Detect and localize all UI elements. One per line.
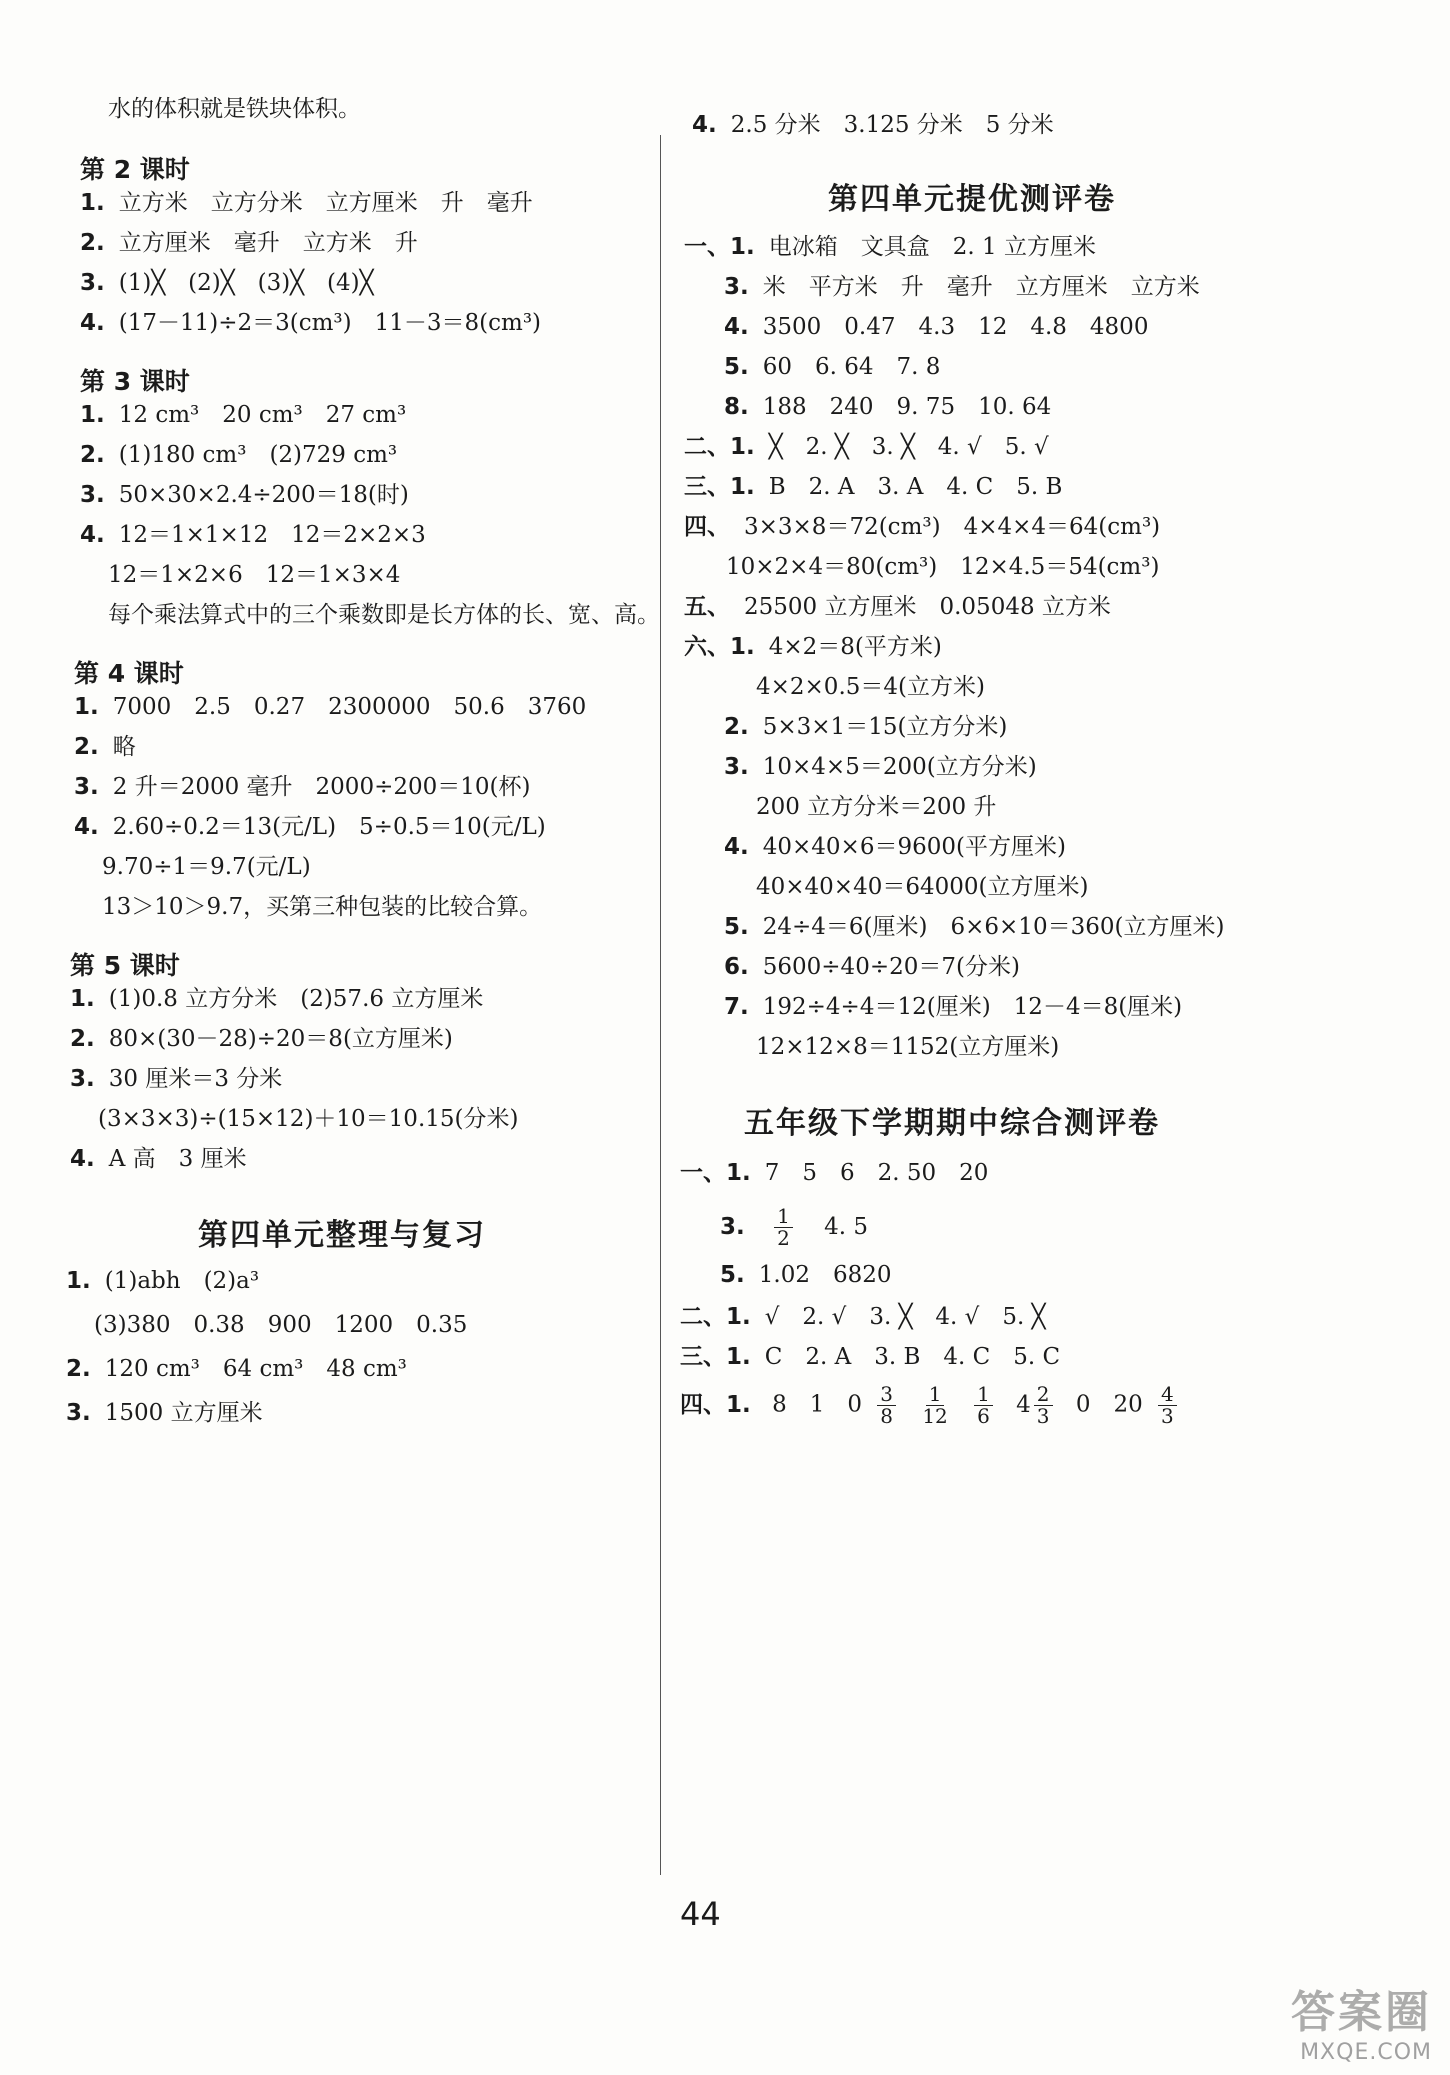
answer-line: 4. 12＝1×1×12 12＝2×2×3 [80,522,426,548]
section-heading-lesson-4: 第 4 课时 [74,659,184,688]
answer-line: 40×40×40＝64000(立方厘米) [756,874,1089,900]
fraction: $\frac{3}{8}$ [877,1384,896,1427]
answer-line: 13＞10＞9.7，买第三种包装的比较合算。 [102,894,543,920]
answer-line: (3×3×3)÷(15×12)＋10＝10.15(分米) [98,1106,519,1132]
fraction: $\frac{1}{2}$ [774,1206,793,1249]
answer-line: 2. 80×(30－28)÷20＝8(立方厘米) [70,1026,453,1052]
section-heading-lesson-3: 第 3 课时 [80,367,190,396]
answer-line: 四、1. 8 1 0 $\frac{3}{8}$ $\frac{1}{12}$ $\frac{1}{6}$ 4 $\frac{2}{3}$ 0 20 $\frac{4}{3}$ [680,1384,1185,1427]
section-heading-lesson-2: 第 2 课时 [80,155,190,184]
answer-line: (3)380 0.38 900 1200 0.35 [94,1312,468,1338]
site-watermark-logo: 答案圈 MXQE.COM [1291,1987,1432,2065]
answer-line: 1. 12 cm³ 20 cm³ 27 cm³ [80,402,407,428]
answer-line: 9.70÷1＝9.7(元/L) [102,854,311,880]
answer-line: 一、1. 7 5 6 2. 50 20 [680,1160,989,1186]
answer-line: 3. $\frac{1}{2}$ 4. 5 [720,1204,868,1250]
section-heading-lesson-5: 第 5 课时 [70,951,180,980]
answer-line: 8. 188 240 9. 75 10. 64 [724,394,1052,420]
answer-line: 二、1. √ 2. √ 3. ╳ 4. √ 5. ╳ [680,1304,1046,1330]
fraction: $\frac{1}{6}$ [974,1384,993,1427]
answer-line: 3. 米 平方米 升 毫升 立方厘米 立方米 [724,274,1200,300]
answer-line: 4. 3500 0.47 4.3 12 4.8 4800 [724,314,1149,340]
answer-line: 3. (1)╳ (2)╳ (3)╳ (4)╳ [80,270,374,296]
answer-line: 每个乘法算式中的三个乘数即是长方体的长、宽、高。 [108,602,660,628]
answer-line: 4. 2.60÷0.2＝13(元/L) 5÷0.5＝10(元/L) [74,814,546,840]
answer-line: 2. (1)180 cm³ (2)729 cm³ [80,442,398,468]
answer-line: 三、1. B 2. A 3. A 4. C 5. B [684,474,1063,500]
unit-review-title: 第四单元整理与复习 [198,1218,486,1253]
answer-line: 2. 略 [74,734,136,760]
answer-line: 7. 192÷4÷4＝12(厘米) 12－4＝8(厘米) [724,994,1183,1020]
answer-line: 10×2×4＝80(cm³) 12×4.5＝54(cm³) [726,554,1160,580]
answer-line: 1. 7000 2.5 0.27 2300000 50.6 3760 [74,694,587,720]
answer-line: 200 立方分米＝200 升 [756,794,997,820]
answer-line: 六、1. 4×2＝8(平方米) [684,634,942,660]
answer-line: 2. 立方厘米 毫升 立方米 升 [80,230,418,256]
answer-line: 3. 2 升＝2000 毫升 2000÷200＝10(杯) [74,774,531,800]
answer-line: 6. 5600÷40÷20＝7(分米) [724,954,1020,980]
answer-line: 5. 24÷4＝6(厘米) 6×6×10＝360(立方厘米) [724,914,1225,940]
answer-line: 1. 立方米 立方分米 立方厘米 升 毫升 [80,190,533,216]
page-number: 44 [680,1895,721,1933]
fraction: $\frac{4}{3}$ [1158,1384,1177,1427]
column-divider [660,135,661,1875]
answer-line: 5. 1.02 6820 [720,1262,892,1288]
fraction: $\frac{1}{12}$ [922,1382,948,1428]
answer-line: 3. 1500 立方厘米 [66,1400,263,1426]
answer-line: 二、1. ╳ 2. ╳ 3. ╳ 4. √ 5. √ [684,434,1049,460]
answer-line: 12×12×8＝1152(立方厘米) [756,1034,1060,1060]
answer-line: 一、1. 电冰箱 文具盒 2. 1 立方厘米 [684,234,1096,260]
answer-line: 3. 30 厘米＝3 分米 [70,1066,283,1092]
answer-line: 三、1. C 2. A 3. B 4. C 5. C [680,1344,1061,1370]
answer-line: 1. (1)0.8 立方分米 (2)57.6 立方厘米 [70,986,484,1012]
answer-line: 3. 50×30×2.4÷200＝18(时) [80,482,409,508]
unit-test-title: 第四单元提优测评卷 [828,182,1116,217]
answer-line: 2. 120 cm³ 64 cm³ 48 cm³ [66,1356,407,1382]
answer-line: 4. 40×40×6＝9600(平方厘米) [724,834,1066,860]
midterm-test-title: 五年级下学期期中综合测评卷 [744,1106,1160,1141]
continuation-line: 水的体积就是铁块体积。 [108,96,361,122]
answer-line: 2. 5×3×1＝15(立方分米) [724,714,1008,740]
answer-line: 四、 3×3×8＝72(cm³) 4×4×4＝64(cm³) [684,514,1161,540]
answer-line: 五、 25500 立方厘米 0.05048 立方米 [684,594,1111,620]
answer-line: 3. 10×4×5＝200(立方分米) [724,754,1037,780]
answer-line: 4×2×0.5＝4(立方米) [756,674,985,700]
mixed-number: 4 $\frac{2}{3}$ [1016,1384,1060,1427]
answer-line: 12＝1×2×6 12＝1×3×4 [108,562,401,588]
answer-line: 5. 60 6. 64 7. 8 [724,354,941,380]
answer-line: 4. A 高 3 厘米 [70,1146,247,1172]
answer-line: 4. 2.5 分米 3.125 分米 5 分米 [692,112,1054,138]
answer-line: 4. (17－11)÷2＝3(cm³) 11－3＝8(cm³) [80,310,542,336]
answer-line: 1. (1)abh (2)a³ [66,1268,260,1294]
